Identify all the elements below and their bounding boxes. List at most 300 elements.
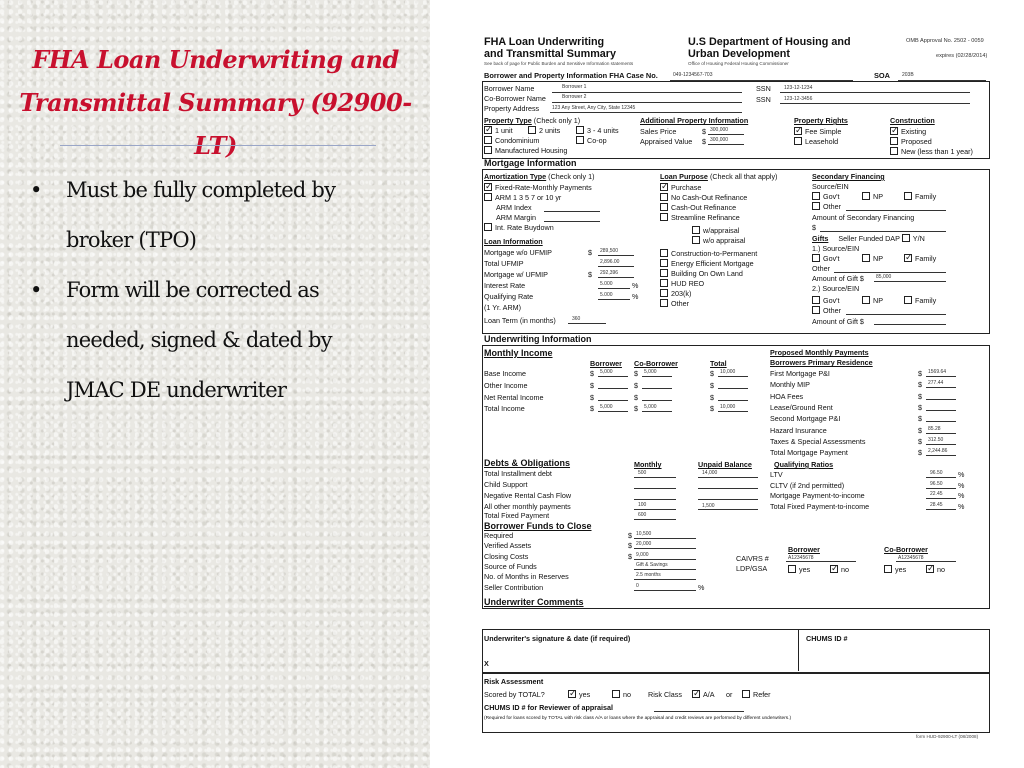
caivrs-borrower-yes-label: yes xyxy=(799,565,811,574)
int-buydown[interactable] xyxy=(484,223,554,232)
gift2-govt[interactable] xyxy=(812,296,840,305)
slide-title-line-2: Transmittal Summary (92900-LT) xyxy=(19,88,412,160)
funds-value: Gift & Savings xyxy=(636,561,668,568)
sec-family[interactable] xyxy=(904,192,936,201)
funds-line xyxy=(634,579,696,580)
total-ufmip-label: Total UFMIP xyxy=(484,259,524,268)
loan-info-heading: Loan Information xyxy=(484,237,543,246)
ratio-value: 22.45 xyxy=(930,491,943,497)
funds-dollar: $ xyxy=(628,541,632,551)
checkbox-checked-icon[interactable] xyxy=(660,183,668,191)
caivrs-coborrower-heading: Co-Borrower xyxy=(884,545,928,554)
funds-label: Closing Costs xyxy=(484,551,529,561)
payment-dollar: $ xyxy=(918,436,922,446)
streamline-label: Streamline Refinance xyxy=(671,213,740,222)
col-monthly: Monthly xyxy=(634,460,662,469)
income-value: 10,000 xyxy=(720,369,736,375)
caivrs-borrower-value: A12345678 xyxy=(788,555,814,561)
sec-govt[interactable] xyxy=(812,192,840,201)
payment-dollar: $ xyxy=(918,402,922,412)
checkbox-checked-icon[interactable] xyxy=(904,254,912,262)
ratio-label: CLTV (if 2nd permitted) xyxy=(770,480,845,490)
all-other-label: All other monthly payments xyxy=(484,502,571,511)
building-land-label: Building On Own Land xyxy=(671,269,743,278)
checkbox-icon[interactable] xyxy=(660,213,668,221)
ratio-pct: % xyxy=(958,470,965,479)
checkbox-icon[interactable] xyxy=(862,254,870,262)
soa-label: SOA xyxy=(874,71,891,80)
const-perm[interactable] xyxy=(660,249,757,258)
income-dollar: $ xyxy=(710,381,714,390)
checkbox-icon[interactable] xyxy=(812,306,820,314)
cashout-label: Cash-Out Refinance xyxy=(671,203,737,212)
checkbox-icon[interactable] xyxy=(660,203,668,211)
slide-title xyxy=(18,38,413,167)
fee-simple[interactable] xyxy=(794,127,841,136)
one-yr-arm-label: (1 Yr. ARM) xyxy=(484,303,522,312)
borrower-name-label: Borrower Name xyxy=(484,84,535,93)
funds-value: 10,500 xyxy=(636,531,652,537)
arm-label: ARM xyxy=(495,193,511,202)
checkbox-icon[interactable] xyxy=(862,192,870,200)
sec-other[interactable] xyxy=(812,202,841,211)
col-unpaid: Unpaid Balance xyxy=(698,460,752,469)
bullet-list xyxy=(24,165,419,415)
gift2-other-label: Other xyxy=(823,306,841,315)
checkbox-icon[interactable] xyxy=(660,289,668,297)
amortization-heading xyxy=(484,172,595,181)
caivrs-label: CAIVRS # xyxy=(736,554,769,563)
funds-value: 9,000 xyxy=(636,551,649,558)
scored-no[interactable] xyxy=(612,690,631,699)
ratio-value: 28.45 xyxy=(930,501,943,508)
risk-aa-label: A/A xyxy=(703,690,715,699)
debts-heading: Debts & Obligations xyxy=(484,458,571,468)
funds-line xyxy=(634,559,696,560)
gifts-label: Gifts xyxy=(812,234,829,243)
risk-refer-label: Refer xyxy=(753,690,771,699)
sec-govt-label: Gov't xyxy=(823,192,840,201)
hud-reo[interactable] xyxy=(660,279,704,288)
ssn-line-2 xyxy=(780,103,970,104)
col-total: Total xyxy=(710,359,727,368)
child-support-label: Child Support xyxy=(484,480,528,489)
gift1-np-label: NP xyxy=(873,254,883,263)
income-dollar: $ xyxy=(634,393,638,402)
wo-appraisal-label: w/o appraisal xyxy=(703,236,746,245)
income-line xyxy=(718,411,748,412)
fixed-rate[interactable] xyxy=(484,183,592,192)
no-cashout-label: No Cash-Out Refinance xyxy=(671,193,748,202)
form-number: form HUD-92900-LT (08/2008) xyxy=(916,734,979,739)
pt-34units[interactable] xyxy=(576,126,619,135)
sec-other-label: Other xyxy=(823,202,841,211)
gift2-amount-line xyxy=(874,324,946,325)
child-support-unpaid-line xyxy=(698,488,758,489)
appraised-label: Appraised Value xyxy=(640,137,693,146)
w-appraisal-label: w/appraisal xyxy=(703,226,740,235)
gift2-other-line xyxy=(846,314,946,315)
checkbox-icon[interactable] xyxy=(484,146,492,154)
gift1-amount-label: Amount of Gift $ xyxy=(812,274,864,283)
caivrs-coborrower-yes[interactable] xyxy=(884,565,906,574)
all-other-monthly-line xyxy=(634,509,676,510)
income-value: 5,000 xyxy=(600,404,613,410)
ratio-pct: % xyxy=(958,480,965,490)
scored-yes[interactable] xyxy=(568,690,590,699)
checkbox-icon[interactable] xyxy=(794,137,802,145)
installment-monthly-line xyxy=(634,477,676,478)
chums-reviewer-line xyxy=(654,711,744,712)
checkbox-icon[interactable] xyxy=(862,296,870,304)
gift2-family[interactable] xyxy=(904,296,936,305)
checkbox-icon[interactable] xyxy=(812,254,820,262)
seller-contrib-pct: % xyxy=(698,582,705,592)
mort-wo-ufmip-dollar: $ xyxy=(588,248,592,257)
installment-unpaid: 14,000 xyxy=(702,470,718,476)
ratio-line xyxy=(926,488,956,489)
building-land[interactable] xyxy=(660,269,743,278)
proposed-payments-heading: Proposed Monthly Payments xyxy=(770,348,869,357)
loan-term-line xyxy=(568,323,606,324)
funds-label: Verified Assets xyxy=(484,541,532,551)
coborrower-name-label: Co-Borrower Name xyxy=(484,94,546,103)
amount-secondary-label: Amount of Secondary Financing xyxy=(812,213,915,222)
seller-funded-label: Seller Funded DAP xyxy=(838,234,900,243)
no-cashout[interactable] xyxy=(660,193,747,202)
purchase[interactable] xyxy=(660,183,701,192)
payment-value: 85.28 xyxy=(928,425,941,432)
payment-dollar: $ xyxy=(918,369,922,378)
gift2-family-label: Family xyxy=(915,296,937,305)
gift1-amount-line xyxy=(874,281,946,282)
loan-term-label: Loan Term (in months) xyxy=(484,316,556,325)
income-line xyxy=(642,411,672,412)
checkbox-icon[interactable] xyxy=(660,269,668,277)
property-type-note: (Check only 1) xyxy=(533,116,581,125)
gift1-family[interactable] xyxy=(904,254,936,263)
checkbox-checked-icon[interactable] xyxy=(484,183,492,191)
gift2-source-label: 2.) Source/EIN xyxy=(812,284,860,293)
checkbox-icon[interactable] xyxy=(692,236,700,244)
mort-w-ufmip-dollar: $ xyxy=(588,270,592,279)
mort-wo-ufmip-value: 289,500 xyxy=(600,248,619,254)
wo-appraisal[interactable] xyxy=(692,236,745,245)
payment-line xyxy=(926,421,956,422)
checkbox-icon[interactable] xyxy=(692,226,700,234)
payment-line xyxy=(926,399,956,400)
w-appraisal[interactable] xyxy=(692,226,739,235)
income-dollar: $ xyxy=(590,369,594,378)
other-purpose[interactable] xyxy=(660,299,689,308)
hud-reo-label: HUD REO xyxy=(671,279,705,288)
funds-dollar: $ xyxy=(628,531,632,540)
checkbox-icon[interactable] xyxy=(660,279,668,287)
cashout[interactable] xyxy=(660,203,736,212)
sec-np-label: NP xyxy=(873,192,883,201)
caivrs-coborrower-value: A12345678 xyxy=(898,555,924,561)
property-address-value: 123 Any Street, Any City, State 12345 xyxy=(552,105,636,111)
ssn-line-1 xyxy=(780,92,970,93)
k203-label: 203(k) xyxy=(671,289,692,298)
coborrower-name-value: Borrower 2 xyxy=(562,94,587,100)
caivrs-borrower-yes[interactable] xyxy=(788,565,810,574)
checkbox-icon[interactable] xyxy=(576,136,584,144)
payment-line xyxy=(926,387,956,388)
loan-purpose-heading xyxy=(660,172,777,181)
checkbox-icon[interactable] xyxy=(660,193,668,201)
pt-1unit-label: 1 unit xyxy=(495,126,513,135)
borrower-name-value: Borrower 1 xyxy=(562,84,587,90)
checkbox-checked-icon[interactable] xyxy=(890,127,898,135)
pt-1unit[interactable] xyxy=(484,126,513,135)
amount-secondary-dollar: $ xyxy=(812,223,816,232)
ratio-label: Mortgage Payment-to-income xyxy=(770,491,865,500)
income-line xyxy=(598,376,628,377)
checkbox-icon[interactable] xyxy=(812,296,820,304)
sec-np[interactable] xyxy=(862,192,883,201)
ssn-label-1: SSN xyxy=(756,84,771,93)
secondary-source-label: Source/EIN xyxy=(812,182,849,191)
bullet-text: needed, signed & dated by xyxy=(66,328,332,352)
bullet-text: JMAC DE underwriter xyxy=(66,378,287,402)
installment-unpaid-line xyxy=(698,477,758,478)
ratio-line xyxy=(926,477,956,478)
income-line xyxy=(598,411,628,412)
gift2-amount-label: Amount of Gift $ xyxy=(812,317,864,326)
all-other-unpaid-line xyxy=(698,509,758,510)
funds-value: 20,000 xyxy=(636,541,652,548)
arm-row[interactable] xyxy=(484,193,561,202)
pt-condo[interactable] xyxy=(484,136,539,145)
mort-w-ufmip-value: 292,396 xyxy=(600,270,619,276)
pt-coop-label: Co-op xyxy=(587,136,607,145)
income-dollar: $ xyxy=(590,381,594,390)
checkbox-icon[interactable] xyxy=(890,147,898,155)
risk-aa[interactable] xyxy=(692,690,715,699)
checkbox-icon[interactable] xyxy=(660,299,668,307)
caivrs-coborrower-no[interactable] xyxy=(926,565,945,574)
qualifying-rate-pct: % xyxy=(632,292,639,301)
neg-rental-monthly-line xyxy=(634,499,676,500)
const-perm-label: Construction-to-Permanent xyxy=(671,249,758,258)
ratio-label: LTV xyxy=(770,470,783,479)
funds-label: Source of Funds xyxy=(484,561,537,571)
payment-line xyxy=(926,376,956,377)
ratio-pct: % xyxy=(958,491,965,500)
gift1-np[interactable] xyxy=(862,254,883,263)
income-line xyxy=(598,400,628,401)
payment-line xyxy=(926,433,956,434)
income-line xyxy=(642,400,672,401)
new-less[interactable] xyxy=(890,147,973,156)
total-fixed-value: 600 xyxy=(638,512,647,518)
payment-label: First Mortgage P&I xyxy=(770,369,830,378)
payment-label: Taxes & Special Assessments xyxy=(770,436,866,446)
appraised-value: 300,000 xyxy=(710,137,729,143)
gift1-govt[interactable] xyxy=(812,254,840,263)
caivrs-coborrower-no-label: no xyxy=(937,565,945,574)
payment-label: Monthly MIP xyxy=(770,380,810,390)
payment-dollar: $ xyxy=(918,448,922,458)
risk-refer[interactable] xyxy=(742,690,771,699)
amort-label: Amortization Type xyxy=(484,172,547,181)
property-address-label: Property Address xyxy=(484,104,540,113)
checkbox-icon[interactable] xyxy=(812,192,820,200)
checkbox-checked-icon[interactable] xyxy=(794,127,802,135)
gift1-govt-label: Gov't xyxy=(823,254,840,263)
funds-value: 0 xyxy=(636,582,639,589)
payment-line xyxy=(926,444,956,445)
checkbox-icon[interactable] xyxy=(742,690,750,698)
checkbox-icon[interactable] xyxy=(576,126,584,134)
checkbox-icon[interactable] xyxy=(890,137,898,145)
mortgage-info-heading: Mortgage Information xyxy=(484,158,577,168)
arm-options: 1 3 5 7 or 10 yr xyxy=(512,193,562,202)
fixed-rate-label: Fixed-Rate-Monthly Payments xyxy=(495,183,592,192)
checkbox-icon[interactable] xyxy=(902,234,910,242)
pt-manufactured[interactable] xyxy=(484,146,567,155)
ratio-pct: % xyxy=(958,501,965,511)
k203[interactable] xyxy=(660,289,691,298)
form-subtitle: See back of page for Public Burden and Sensitive Information statements xyxy=(484,61,634,66)
scored-yes-label: yes xyxy=(579,690,591,699)
checkbox-icon[interactable] xyxy=(812,202,820,210)
payment-dollar: $ xyxy=(918,414,922,424)
bullet-text: Form will be corrected as xyxy=(66,278,319,302)
slide-text-panel xyxy=(0,0,430,768)
omb-approval: OMB Approval No. 2502 - 0059 xyxy=(906,38,984,44)
gifts-row xyxy=(812,234,925,243)
proposed[interactable] xyxy=(890,137,932,146)
arm-margin-label: ARM Margin xyxy=(496,213,536,222)
checkbox-icon[interactable] xyxy=(904,296,912,304)
construction-heading: Construction xyxy=(890,116,935,125)
income-value: 5,000 xyxy=(644,404,657,410)
caivrs-borrower-line xyxy=(786,561,856,562)
income-line xyxy=(642,388,672,389)
payment-line xyxy=(926,455,956,456)
pt-coop[interactable] xyxy=(576,136,607,145)
total-income-label: Total Income xyxy=(484,404,525,413)
other-purpose-label: Other xyxy=(671,299,689,308)
borrower-property-header: Borrower and Property Information FHA Case No. xyxy=(484,71,658,80)
property-type-label: Property Type xyxy=(484,116,532,125)
income-line xyxy=(718,376,748,377)
gift2-np-label: NP xyxy=(873,296,883,305)
total-ufmip-value: 2,896.00 xyxy=(600,259,620,265)
gift1-source-label: 1.) Source/EIN xyxy=(812,244,860,253)
pt-2units[interactable] xyxy=(528,126,560,135)
income-dollar: $ xyxy=(634,381,638,390)
checkbox-icon[interactable] xyxy=(904,192,912,200)
checkbox-icon[interactable] xyxy=(528,126,536,134)
existing-label: Existing xyxy=(901,127,927,136)
sales-price-dollar: $ xyxy=(702,127,706,136)
other-income-label: Other Income xyxy=(484,381,528,390)
sales-price-label: Sales Price xyxy=(640,127,677,136)
yn-label: Y/N xyxy=(912,234,925,243)
hud-92900-lt-form xyxy=(480,30,992,742)
payment-line xyxy=(926,410,956,411)
checkbox-icon[interactable] xyxy=(484,193,492,201)
gift2-other[interactable] xyxy=(812,306,841,315)
checkbox-icon[interactable] xyxy=(612,690,620,698)
leasehold[interactable] xyxy=(794,137,838,146)
funds-label: Seller Contribution xyxy=(484,582,544,592)
ratio-line xyxy=(926,498,956,499)
total-fixed-line xyxy=(634,519,676,520)
neg-rental-label: Negative Rental Cash Flow xyxy=(484,491,572,500)
income-dollar: $ xyxy=(634,404,638,413)
total-installment-label: Total Installment debt xyxy=(484,469,552,478)
pt-2units-label: 2 units xyxy=(539,126,561,135)
interest-rate-pct: % xyxy=(632,281,639,290)
checkbox-icon[interactable] xyxy=(484,136,492,144)
sec-family-label: Family xyxy=(915,192,937,201)
checkbox-checked-icon[interactable] xyxy=(568,690,576,698)
mort-w-ufmip-line xyxy=(598,277,634,278)
caivrs-coborrower-yes-label: yes xyxy=(895,565,907,574)
loan-purpose-label: Loan Purpose xyxy=(660,172,708,181)
checkbox-checked-icon[interactable] xyxy=(830,565,838,573)
caivrs-borrower-no[interactable] xyxy=(830,565,849,574)
checkbox-icon[interactable] xyxy=(484,223,492,231)
all-other-unpaid: 1,500 xyxy=(702,503,715,509)
caivrs-borrower-heading: Borrower xyxy=(788,545,820,554)
form-title-2: and Transmittal Summary xyxy=(484,48,617,60)
existing[interactable] xyxy=(890,127,926,136)
payment-value: 1569.64 xyxy=(928,369,947,375)
bullet-item xyxy=(24,265,419,315)
dept-title-2: Urban Development xyxy=(688,48,790,60)
uw-signature-label: Underwriter's signature & date (if required) xyxy=(484,634,631,643)
mort-wo-ufmip-label: Mortgage w/o UFMIP xyxy=(484,248,552,257)
streamline[interactable] xyxy=(660,213,740,222)
total-fixed-label: Total Fixed Payment xyxy=(484,511,550,520)
bullet-text: broker (TPO) xyxy=(66,228,197,252)
bullet-item-continued xyxy=(24,315,419,365)
qualifying-rate-line xyxy=(598,299,630,300)
interest-rate-value: 5.000 xyxy=(600,281,613,287)
checkbox-icon[interactable] xyxy=(788,565,796,573)
borrower-name-line xyxy=(552,92,742,93)
additional-property-heading: Additional Property Information xyxy=(640,116,749,125)
checkbox-checked-icon[interactable] xyxy=(926,565,934,573)
gift2-np[interactable] xyxy=(862,296,883,305)
property-address-line xyxy=(550,112,742,113)
checkbox-icon[interactable] xyxy=(660,249,668,257)
base-income-label: Base Income xyxy=(484,369,526,378)
gift1-family-label: Family xyxy=(915,254,937,263)
income-line xyxy=(718,388,748,389)
amort-note: (Check only 1) xyxy=(548,172,595,181)
checkbox-checked-icon[interactable] xyxy=(484,126,492,134)
ratio-label: Total Fixed Payment-to-income xyxy=(770,501,870,511)
checkbox-icon[interactable] xyxy=(884,565,892,573)
checkbox-icon[interactable] xyxy=(660,259,668,267)
checkbox-checked-icon[interactable] xyxy=(692,690,700,698)
ratio-line xyxy=(926,509,956,510)
underwriting-info-heading: Underwriting Information xyxy=(484,334,592,344)
payment-value: 2,244.86 xyxy=(928,448,948,455)
funds-label: No. of Months in Reserves xyxy=(484,572,569,582)
purchase-label: Purchase xyxy=(671,183,702,192)
income-line xyxy=(642,376,672,377)
energy[interactable] xyxy=(660,259,754,268)
pt-manufactured-label: Manufactured Housing xyxy=(495,146,568,155)
funds-line xyxy=(634,538,696,539)
